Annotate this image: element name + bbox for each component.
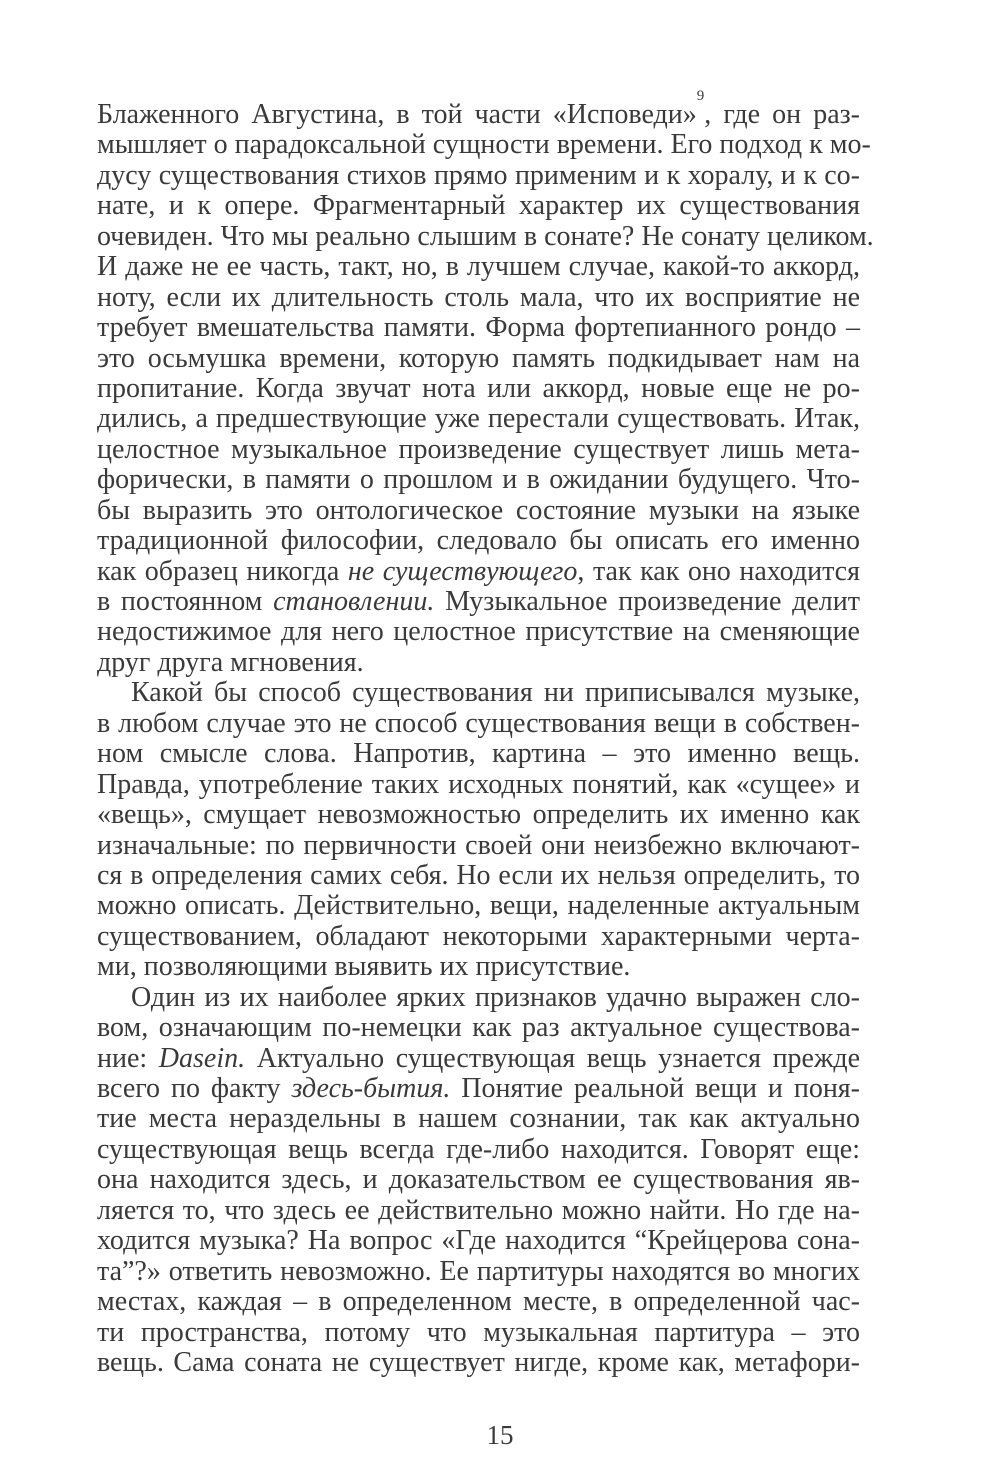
text-line: ходится музыка? На вопрос «Где находится “Крейцерова сона- bbox=[97, 1225, 860, 1257]
text-line: в любом случае это не способ существования вещи в собствен- bbox=[97, 707, 860, 739]
text-line: недостижимое для него целостное присутствие на сменяющие bbox=[97, 616, 860, 648]
text-line: очевиден. Что мы реально слышим в сонате? Не сонату целиком. bbox=[97, 220, 874, 252]
text-line: дились, а предшествующие уже перестали существовать. Итак, bbox=[97, 403, 860, 435]
text-line: можно описать. Действительно, вещи, наделенные актуальным bbox=[97, 890, 860, 922]
text-line: та”?» ответить невозможно. Ее партитуры находятся во многих bbox=[97, 1255, 860, 1287]
text-line: Правда, употребление таких исходных понятий, как «сущее» и bbox=[97, 768, 860, 800]
text-line: требует вмешательства памяти. Форма фортепианного рондо – bbox=[97, 312, 860, 344]
text-line: ти пространства, потому что музыкальная партитура – это bbox=[97, 1316, 860, 1348]
text-line: существующая вещь всегда где-либо находится. Говорят еще: bbox=[97, 1133, 860, 1165]
text-line: ся в определения самих себя. Но если их нельзя определить, то bbox=[97, 859, 860, 891]
text-line: ноту, если их длительность столь мала, что их восприятие не bbox=[97, 281, 860, 313]
page-number: 15 bbox=[486, 1420, 514, 1450]
text-line: нате, и к опере. Фрагментарный характер их существования bbox=[97, 190, 860, 222]
text-line: как образец никогда не существующего, так как оно находится bbox=[97, 555, 860, 587]
text-line: ние: Dasein. Актуально существующая вещь узнается прежде bbox=[97, 1042, 861, 1074]
italic-emphasis: становлении. bbox=[273, 586, 435, 617]
text-line: целостное музыкальное произведение существует лишь мета- bbox=[97, 433, 860, 465]
text-line: пропитание. Когда звучат нота или аккорд, новые еще не ро- bbox=[97, 372, 860, 404]
text-line: И даже не ее часть, такт, но, в лучшем случае, какой-то аккорд, bbox=[97, 251, 860, 283]
footnote-marker: 9 bbox=[696, 88, 705, 104]
paragraph-first-line: Какой бы способ существования ни приписывался музыке, bbox=[131, 677, 860, 709]
text-line: она находится здесь, и доказательством ее существования яв- bbox=[97, 1164, 860, 1196]
italic-emphasis: Dasein. bbox=[158, 1042, 246, 1074]
text-line: Блаженного Августина, в той части «Исповеди»$^9$, где он раз- bbox=[97, 88, 861, 130]
text-line: «вещь», смущает невозможностью определить их именно как bbox=[97, 799, 860, 831]
text-line: всего по факту здесь-бытия. Понятие реальной вещи и поня- bbox=[97, 1073, 861, 1104]
paragraph-last-line: друг друга мгновения. bbox=[97, 646, 364, 678]
text-line: мышляет о парадоксальной сущности времени. Его подход к мо- bbox=[97, 129, 871, 161]
paragraph-first-line: Один из их наиболее ярких признаков удачно выражен сло- bbox=[131, 981, 860, 1013]
text-line: дусу существования стихов прямо применим и к хоралу, и к со- bbox=[97, 159, 860, 191]
text-line: вом, означающим по-немецки как раз актуальное существова- bbox=[97, 1012, 860, 1044]
text-line: тие места нераздельны в нашем сознании, так как актуально bbox=[97, 1103, 860, 1135]
text-line: ном смысле слова. Напротив, картина – это именно вещь. bbox=[97, 738, 860, 770]
text-line: изначальные: по первичности своей они неизбежно включают- bbox=[97, 829, 860, 861]
text-line: в постоянном становлении. Музыкальное произведение делит bbox=[97, 586, 860, 617]
text-line: традиционной философии, следовало бы описать его именно bbox=[97, 525, 860, 557]
text-line: бы выразить это онтологическое состояние музыки на языке bbox=[97, 494, 860, 526]
body-text bbox=[97, 88, 874, 1378]
text-line: существованием, обладают некоторыми характерными черта- bbox=[97, 920, 860, 952]
text-line: вещь. Сама соната не существует нигде, кроме как, метафори- bbox=[97, 1346, 860, 1378]
paragraph-last-line: ми, позволяющими выявить их присутствие. bbox=[97, 951, 631, 983]
italic-emphasis: здесь-бытия. bbox=[291, 1073, 451, 1104]
text-line: форически, в памяти о прошлом и в ожидании будущего. Что- bbox=[97, 464, 860, 496]
text-line: местах, каждая – в определенном месте, в определенной час- bbox=[97, 1286, 860, 1318]
italic-emphasis: не существующего bbox=[347, 555, 578, 587]
text-line: это осьмушка времени, которую память подкидывает нам на bbox=[97, 342, 860, 374]
text-line: ляется то, что здесь ее действительно можно найти. Но где на- bbox=[97, 1194, 860, 1226]
